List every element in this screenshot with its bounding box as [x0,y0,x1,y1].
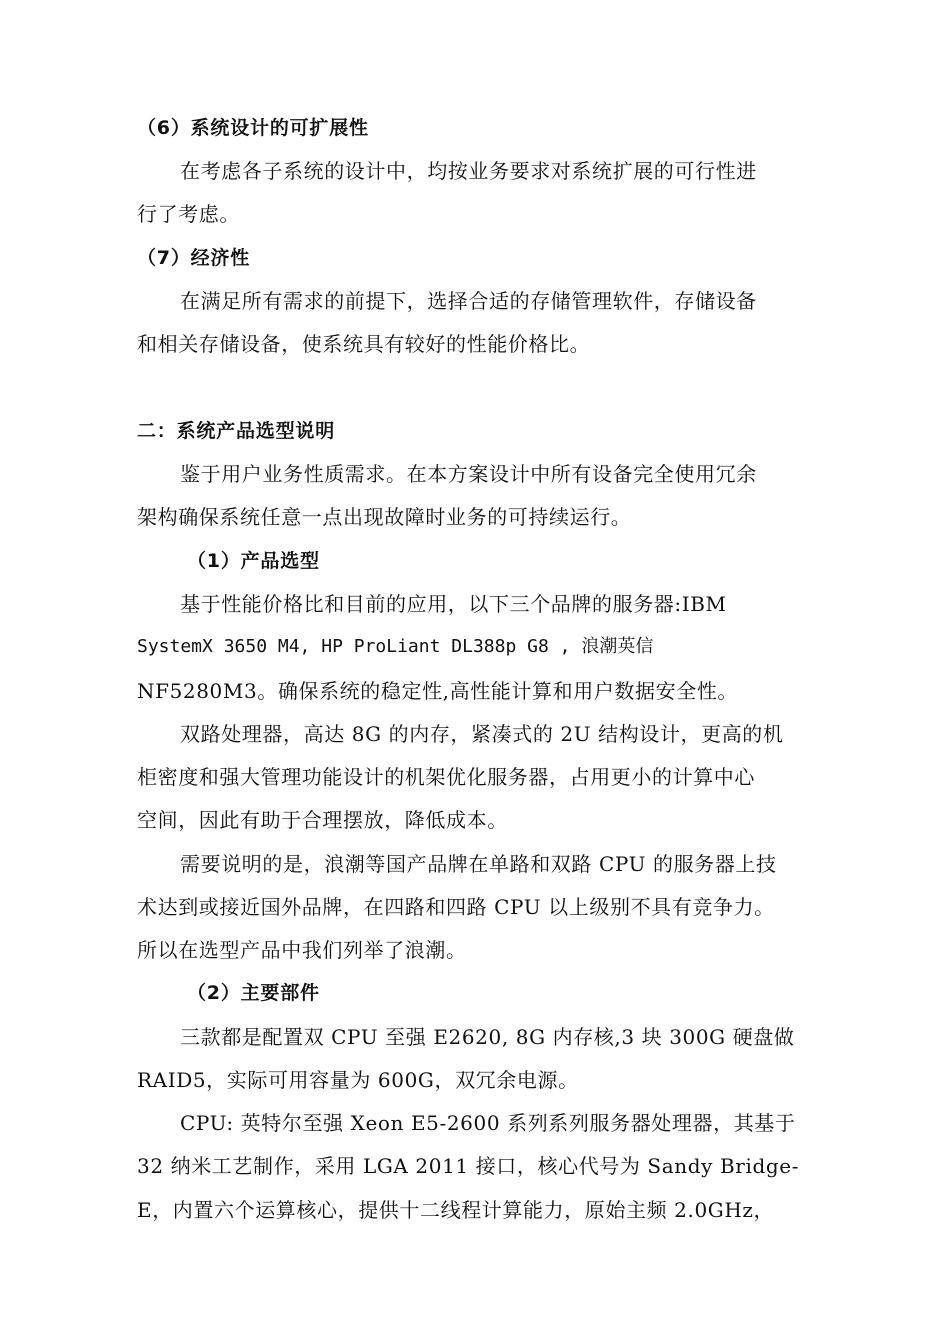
chapter-2-heading: 二：系统产品选型说明 [137,420,336,442]
subsection-1-paragraph-2-line-1: 双路处理器，高达 8G 的内存，紧凑式的 2U 结构设计，更高的机 [180,722,784,746]
subsection-1-paragraph-1-line-2: SystemX 3650 M4, HP ProLiant DL388p G8 , 浪潮英信 [137,636,654,657]
chapter-2-paragraph-line-1: 鉴于用户业务性质需求。在本方案设计中所有设备完全使用冗余 [180,462,757,486]
subsection-1-paragraph-3-line-2: 术达到或接近国外品牌，在四路和四路 CPU 以上级别不具有竞争力。 [137,895,775,919]
subsection-1-heading: （1）产品选型 [187,550,320,572]
subsection-1-paragraph-3-line-3: 所以在选型产品中我们列举了浪潮。 [137,938,467,962]
subsection-2-paragraph-1-line-1: 三款都是配置双 CPU 至强 E2620, 8G 内存核,3 块 300G 硬盘做 [180,1025,795,1049]
subsection-1-paragraph-2-line-2: 柜密度和强大管理功能设计的机架优化服务器，占用更小的计算中心 [137,765,755,789]
section-7-paragraph-line-1: 在满足所有需求的前提下，选择合适的存储管理软件，存储设备 [180,289,757,313]
subsection-1-paragraph-1-line-3: NF5280M3。确保系统的稳定性,高性能计算和用户数据安全性。 [137,679,739,703]
subsection-2-heading: （2）主要部件 [187,982,320,1004]
section-6-paragraph-line-1: 在考虑各子系统的设计中，均按业务要求对系统扩展的可行性进 [180,159,757,183]
chapter-2-paragraph-line-2: 架构确保系统任意一点出现故障时业务的可持续运行。 [137,505,632,529]
subsection-1-paragraph-2-line-3: 空间，因此有助于合理摆放，降低成本。 [137,808,508,832]
subsection-2-paragraph-2-line-3: E，内置六个运算核心，提供十二线程计算能力，原始主频 2.0GHz， [137,1198,775,1222]
subsection-2-paragraph-1-line-2: RAID5，实际可用容量为 600G，双冗余电源。 [137,1068,579,1092]
subsection-2-paragraph-2-line-1: CPU: 英特尔至强 Xeon E5-2600 系列系列服务器处理器，其基于 [180,1111,796,1135]
section-7-heading: （7）经济性 [137,247,251,269]
subsection-1-paragraph-1-line-1: 基于性能价格比和目前的应用，以下三个品牌的服务器:IBM [180,592,727,616]
section-6-paragraph-line-2: 行了考虑。 [137,202,240,226]
subsection-1-paragraph-3-line-1: 需要说明的是，浪潮等国产品牌在单路和双路 CPU 的服务器上技 [180,852,777,876]
subsection-2-paragraph-2-line-2: 32 纳米工艺制作，采用 LGA 2011 接口，核心代号为 Sandy Bridge- [137,1154,800,1178]
section-7-paragraph-line-2: 和相关存储设备，使系统具有较好的性能价格比。 [137,332,591,356]
section-6-heading: （6）系统设计的可扩展性 [137,117,369,139]
